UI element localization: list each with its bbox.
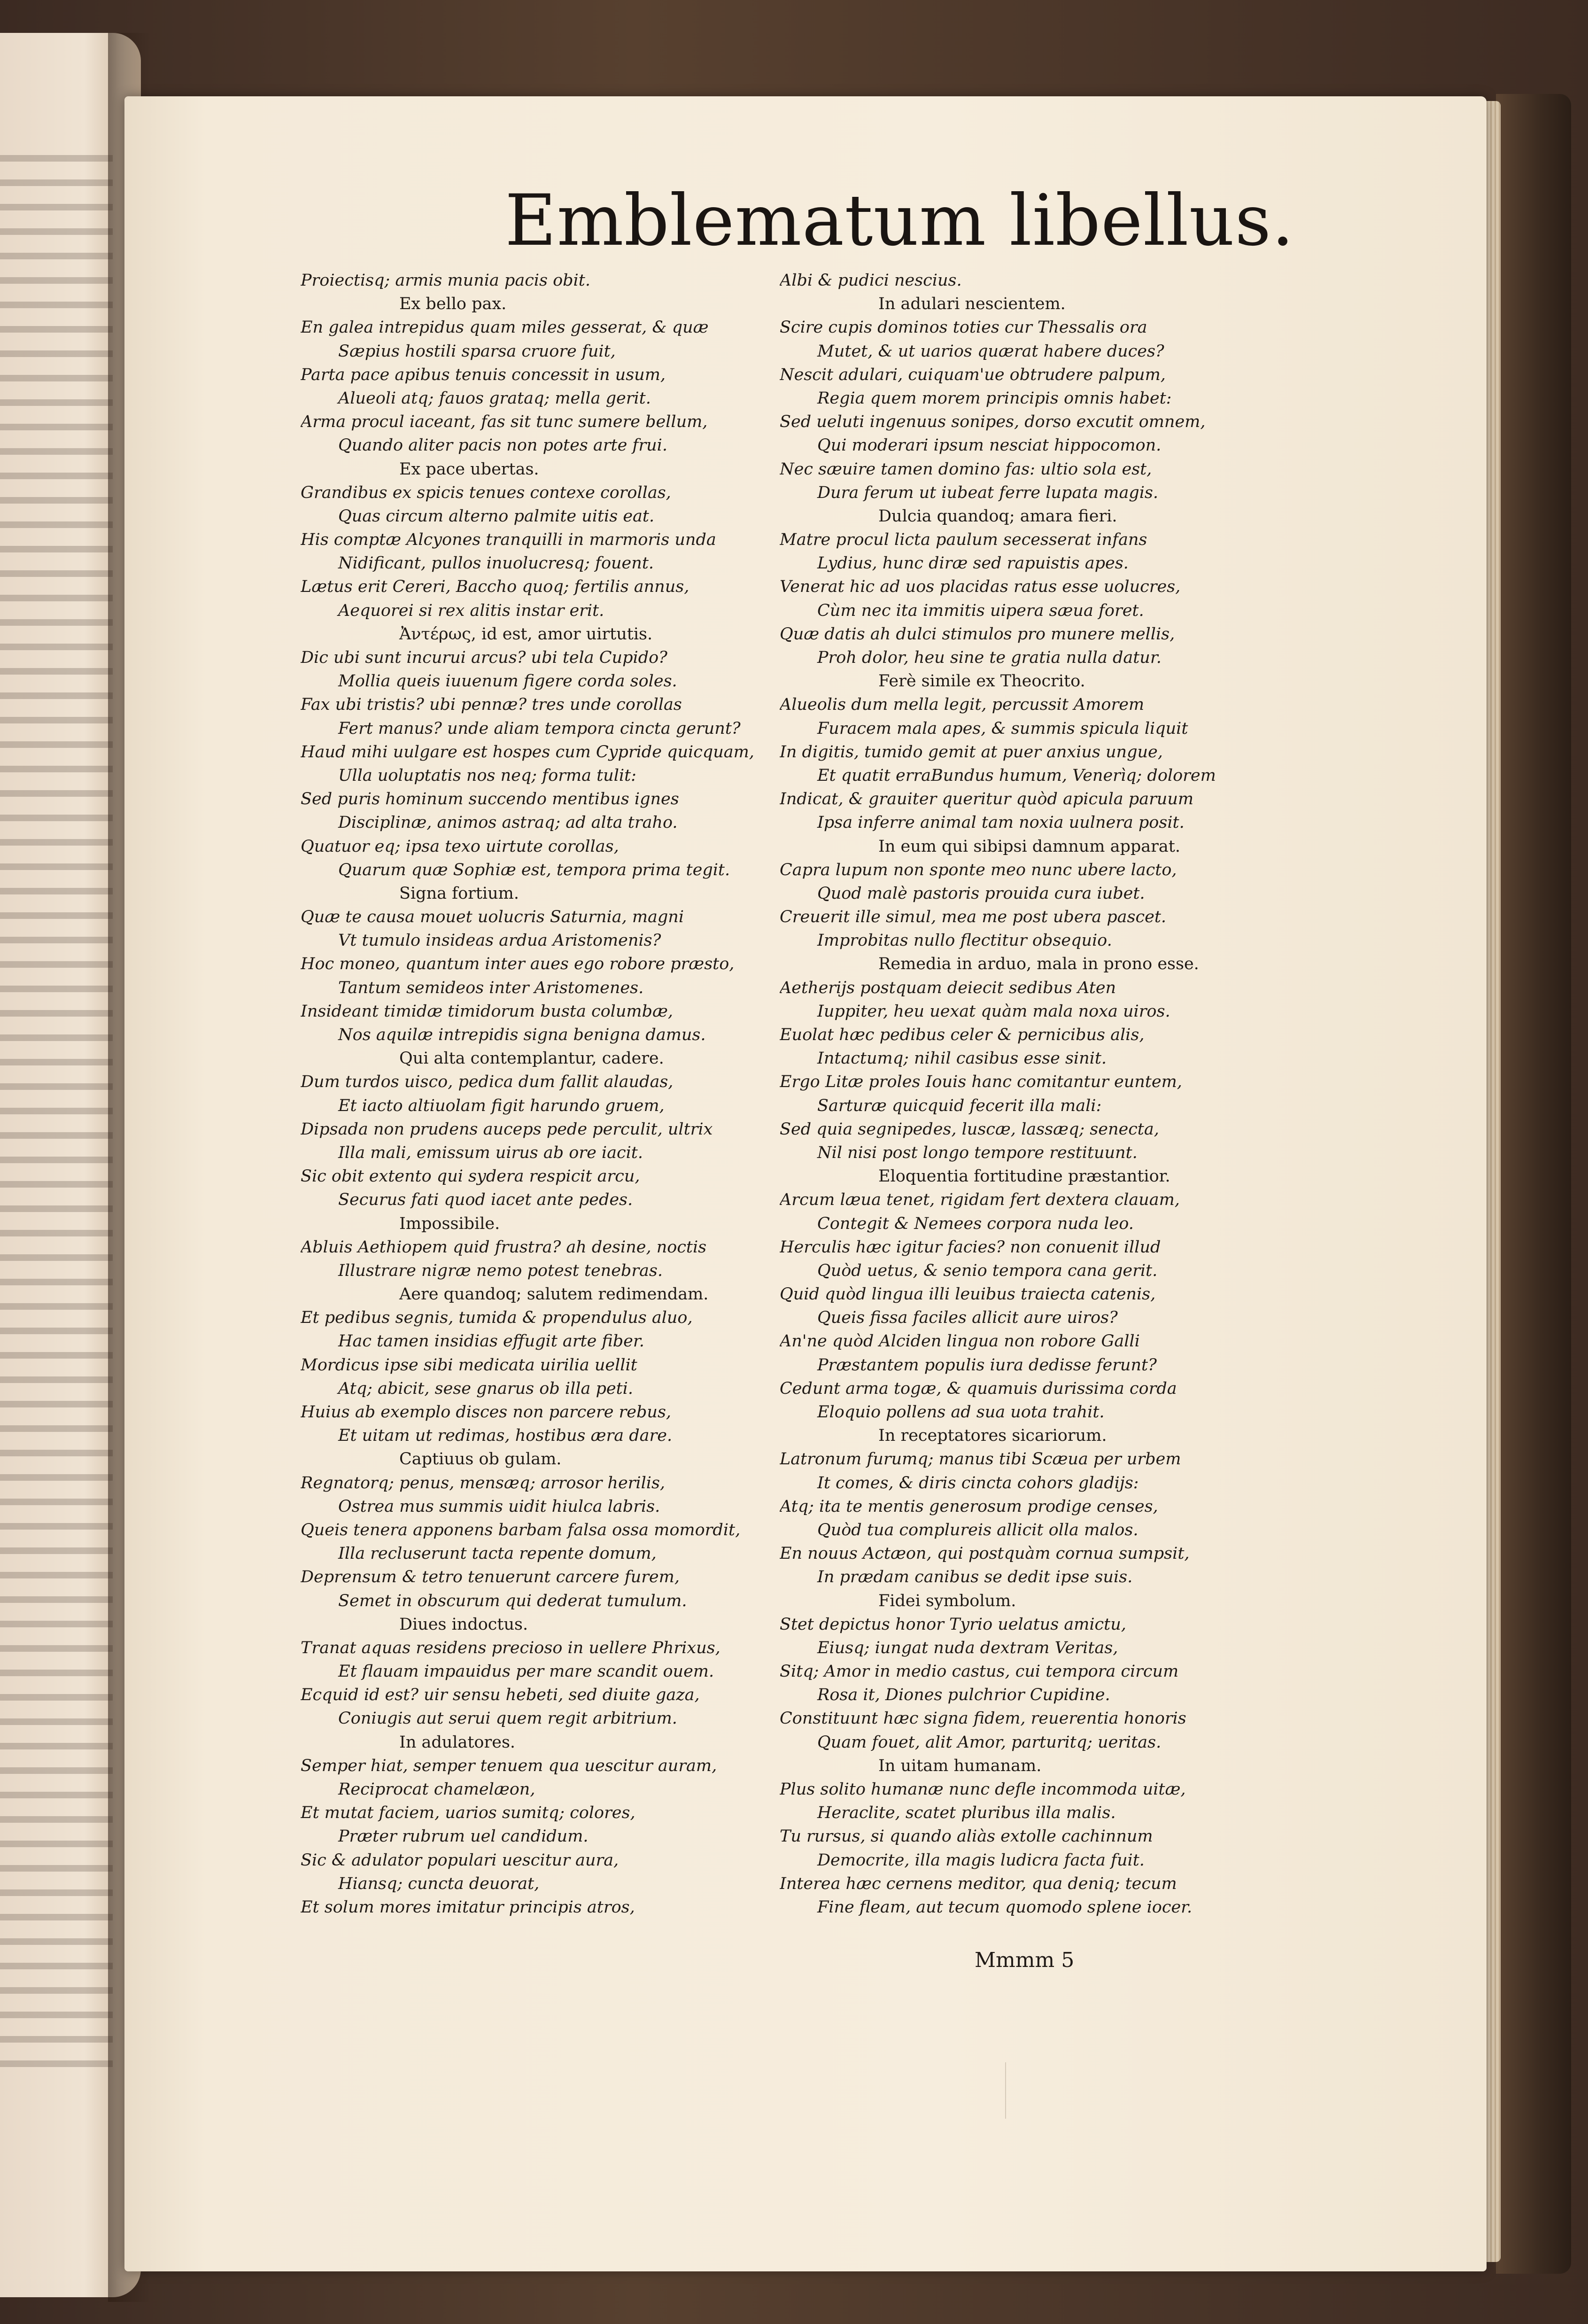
verse-line: Et uitam ut redimas, hostibus æra dare. (338, 1426, 673, 1446)
verse-line: Venerat hic ad uos placidas ratus esse uolucres, (780, 577, 1181, 597)
verse-line: Sæpius hostili sparsa cruore fuit, (338, 342, 616, 361)
verse-line: Nidificant, pullos inuolucresq; fouent. (338, 554, 654, 573)
verse-line: Illa mali, emissum uirus ab ore iacit. (338, 1143, 643, 1162)
verse-line: Et solum mores imitatur principis atros, (301, 1897, 635, 1917)
verse-line: An'ne quòd Alciden lingua non robore Galli (780, 1332, 1140, 1351)
verse-line: Hoc moneo, quantum inter aues ego robore præsto, (301, 955, 735, 974)
verse-line: Fax ubi tristis? ubi pennæ? tres unde corollas (301, 695, 682, 715)
emblem-title: Diues indoctus. (399, 1615, 528, 1634)
verse-line: Sed quia segnipedes, luscæ, lassæq; senecta, (780, 1119, 1159, 1139)
verse-line: Parta pace apibus tenuis concessit in usum, (301, 365, 666, 384)
verse-line: Securus fati quod iacet ante pedes. (338, 1190, 633, 1210)
verse-line: Quod malè pastoris prouida cura iubet. (817, 884, 1145, 903)
verse-line: Nescit adulari, cuiquam'ue obtrudere palpum, (780, 365, 1166, 384)
emblem-title: Ex pace ubertas. (399, 459, 539, 479)
emblem-title: In uitam humanam. (878, 1756, 1042, 1775)
verse-line: Arma procul iaceant, fas sit tunc sumere bellum, (301, 412, 708, 432)
emblem-title: Ex bello pax. (399, 295, 507, 314)
emblem-title: Signa fortium. (399, 884, 519, 903)
emblem-title: In eum qui sibipsi damnum apparat. (878, 837, 1180, 856)
verse-line: Tantum semideos inter Aristomenes. (338, 978, 644, 997)
paper-crease (1005, 2062, 1011, 2119)
verse-line: Eiusq; iungat nuda dextram Veritas, (817, 1638, 1118, 1657)
verse-line: Hac tamen insidias effugit arte fiber. (338, 1332, 644, 1351)
left-text-column (301, 269, 770, 1919)
verse-line: Quando aliter pacis non potes arte frui. (338, 436, 667, 455)
verse-line: Nos aquilæ intrepidis signa benigna damus. (338, 1026, 706, 1044)
previous-page-text-bleed (0, 155, 113, 2081)
verse-line: Queis fissa faciles allicit aure uiros? (817, 1308, 1118, 1328)
emblem-title: Fidei symbolum. (878, 1591, 1016, 1610)
emblem-title: In adulari nescientem. (878, 295, 1066, 314)
verse-line: Mordicus ipse sibi medicata uirilia uellit (301, 1355, 637, 1375)
verse-line: Democrite, illa magis ludicra facta fuit. (817, 1850, 1145, 1870)
verse-line: En nouus Actæon, qui postquàm cornua sumpsit, (780, 1544, 1190, 1563)
verse-line: Et iacto altiuolam figit harundo gruem, (338, 1096, 665, 1115)
verse-line: Et flauam impauidus per mare scandit ouem. (338, 1662, 714, 1681)
verse-line: Deprensum & tetro tenuerunt carcere furem, (301, 1568, 680, 1587)
verse-line: Atq; ita te mentis generosum prodige censes, (780, 1497, 1158, 1516)
verse-line: Fert manus? unde aliam tempora cincta gerunt? (338, 719, 741, 738)
running-heading: Emblematum libellus. (505, 180, 1294, 262)
verse-line: Eloquio pollens ad sua uota trahit. (817, 1403, 1105, 1422)
verse-line: Aetherijs postquam deiecit sedibus Aten (780, 978, 1116, 997)
verse-line: It comes, & diris cincta cohors gladijs: (817, 1473, 1139, 1492)
verse-line: Quæ te causa mouet uolucris Saturnia, magni (301, 908, 684, 927)
verse-line: Regnatorq; penus, mensæq; arrosor herilis, (301, 1473, 666, 1492)
verse-line: Et quatit erraBundus humum, Venerìq; dolorem (817, 766, 1216, 785)
verse-line: Quatuor eq; ipsa texo uirtute corollas, (301, 837, 619, 856)
emblem-title: Qui alta contemplantur, cadere. (399, 1049, 664, 1068)
emblem-title: Captiuus ob gulam. (399, 1450, 562, 1469)
verse-line: Lydius, hunc diræ sed rapuistis apes. (817, 554, 1129, 573)
verse-line: Abluis Aethiopem quid frustra? ah desine, noctis (301, 1237, 707, 1257)
verse-line: Vt tumulo insideas ardua Aristomenis? (338, 931, 661, 950)
verse-line: His comptæ Alcyones tranquilli in marmoris unda (301, 530, 716, 550)
verse-line: Tranat aquas residens precioso in uellere Phrixus, (301, 1638, 720, 1657)
verse-line: Quòd tua complureis allicit olla malos. (817, 1520, 1139, 1539)
emblem-title: In adulatores. (399, 1733, 516, 1752)
verse-line: Semet in obscurum qui dederat tumulum. (338, 1591, 687, 1610)
verse-line: Semper hiat, semper tenuem qua uescitur auram, (301, 1756, 717, 1775)
verse-line: Lætus erit Cereri, Baccho quoq; fertilis annus, (301, 577, 689, 597)
book-cover-edge (1496, 94, 1571, 2274)
verse-line: En galea intrepidus quam miles gesserat, & quæ (301, 318, 709, 337)
verse-line: Quam fouet, alit Amor, parturitq; ueritas. (817, 1733, 1162, 1752)
verse-line: Ergo Litæ proles Iouis hanc comitantur euntem, (780, 1073, 1182, 1092)
emblem-title: Aere quandoq; salutem redimendam. (399, 1285, 709, 1304)
verse-line: Hiansq; cuncta deuorat, (338, 1874, 540, 1893)
verse-line: Illa recluserunt tacta repente domum, (338, 1544, 657, 1563)
verse-line: Sic obit extento qui sydera respicit arcu, (301, 1167, 640, 1186)
verse-line: Quarum quæ Sophiæ est, tempora prima tegit. (338, 860, 730, 879)
verse-line: Alueolis dum mella legit, percussit Amorem (780, 695, 1145, 715)
verse-line: Dum turdos uisco, pedica dum fallit alaudas, (301, 1073, 674, 1092)
verse-line: Alueoli atq; fauos grataq; mella gerit. (338, 389, 651, 408)
verse-line: Plus solito humanæ nunc defle incommoda uitæ, (780, 1780, 1186, 1799)
verse-line: Mutet, & ut uarios quærat habere duces? (817, 342, 1164, 361)
verse-line: Mollia queis iuuenum figere corda soles. (338, 672, 677, 691)
verse-line: Ostrea mus summis uidit hiulca labris. (338, 1497, 660, 1516)
verse-line: Quas circum alterno palmite uitis eat. (338, 506, 655, 526)
verse-line: Sitq; Amor in medio castus, cui tempora circum (780, 1662, 1179, 1681)
verse-line: Sarturæ quicquid fecerit illa mali: (817, 1096, 1102, 1115)
verse-line: Herculis hæc igitur facies? non conuenit illud (780, 1237, 1161, 1257)
emblem-title: Ἀντέρως, id est, amor uirtutis. (399, 624, 653, 644)
verse-line: Haud mihi uulgare est hospes cum Cypride quicquam, (301, 742, 754, 762)
verse-line: Iuppiter, heu uexat quàm mala noxa uiros. (817, 1002, 1170, 1021)
verse-line: Sed ueluti ingenuus sonipes, dorso excutit omnem, (780, 412, 1206, 432)
verse-line: Stet depictus honor Tyrio uelatus amictu, (780, 1615, 1126, 1634)
emblem-title: Impossibile. (399, 1214, 500, 1233)
verse-line: Sic & adulator populari uescitur aura, (301, 1850, 619, 1870)
verse-line: Qui moderari ipsum nesciat hippocomon. (817, 436, 1162, 455)
verse-line: Contegit & Nemees corpora nuda leo. (817, 1214, 1134, 1233)
verse-line: Dura ferum ut iubeat ferre lupata magis. (817, 483, 1158, 502)
verse-line: Ipsa inferre animal tam noxia uulnera posit. (817, 813, 1185, 832)
verse-line: Tu rursus, si quando aliàs extolle cachinnum (780, 1827, 1153, 1846)
verse-line: Improbitas nullo flectitur obsequio. (817, 931, 1112, 950)
verse-line: Præstantem populis iura dedisse ferunt? (817, 1355, 1157, 1375)
verse-line: Nec sæuire tamen domino fas: ultio sola est, (780, 459, 1152, 479)
verse-line: Matre procul licta paulum secesserat infans (780, 530, 1147, 550)
verse-line: In prædam canibus se dedit ipse suis. (817, 1568, 1133, 1587)
verse-line: Cedunt arma togæ, & quamuis durissima corda (780, 1379, 1177, 1398)
verse-line: Regia quem morem principis omnis habet: (817, 389, 1172, 408)
verse-line: Insideant timidæ timidorum busta columbæ, (301, 1002, 674, 1021)
emblem-title: Eloquentia fortitudine præstantior. (878, 1167, 1170, 1186)
verse-line: Dipsada non prudens auceps pede perculit, ultrix (301, 1119, 713, 1139)
verse-line: Sed puris hominum succendo mentibus ignes (301, 790, 679, 809)
verse-line: Indicat, & grauiter queritur quòd apicula paruum (780, 790, 1194, 809)
verse-line: Proiectisq; armis munia pacis obit. (301, 271, 590, 290)
verse-line: Arcum læua tenet, rigidam fert dextera clauam, (780, 1190, 1180, 1210)
verse-line: Et mutat faciem, uarios sumitq; colores, (301, 1803, 635, 1823)
verse-line: Aequorei si rex alitis instar erit. (338, 601, 604, 620)
verse-line: Quæ datis ah dulci stimulos pro munere mellis, (780, 624, 1175, 644)
verse-line: Heraclite, scatet pluribus illa malis. (817, 1803, 1116, 1823)
verse-line: Fine fleam, aut tecum quomodo splene iocer. (817, 1897, 1193, 1917)
verse-line: Illustrare nigræ nemo potest tenebras. (338, 1261, 663, 1280)
verse-line: Quòd uetus, & senio tempora cana gerit. (817, 1261, 1158, 1280)
verse-line: Capra lupum non sponte meo nunc ubere lacto, (780, 860, 1177, 879)
verse-line: Queis tenera apponens barbam falsa ossa momordit, (301, 1520, 741, 1539)
verse-line: Euolat hæc pedibus celer & pernicibus alis, (780, 1026, 1145, 1044)
verse-line: Cùm nec ita immitis uipera sæua foret. (817, 601, 1144, 620)
verse-line: Ulla uoluptatis nos neq; forma tulit: (338, 766, 636, 785)
emblem-title: Dulcia quandoq; amara fieri. (878, 506, 1117, 526)
verse-line: Proh dolor, heu sine te gratia nulla datur. (817, 648, 1162, 667)
verse-line: Disciplinæ, animos astraq; ad alta traho. (338, 813, 678, 832)
verse-line: Atq; abicit, sese gnarus ob illa peti. (338, 1379, 633, 1398)
verse-line: Præter rubrum uel candidum. (338, 1827, 589, 1846)
verse-line: Constituunt hæc signa fidem, reuerentia honoris (780, 1709, 1186, 1728)
verse-line: Albi & pudici nescius. (780, 271, 962, 290)
verse-line: Nil nisi post longo tempore restituunt. (817, 1143, 1138, 1162)
emblem-title: In receptatores sicariorum. (878, 1426, 1107, 1446)
verse-line: Scire cupis dominos toties cur Thessalis ora (780, 318, 1147, 337)
emblem-title: Remedia in arduo, mala in prono esse. (878, 955, 1199, 974)
verse-line: Furacem mala apes, & summis spicula liquit (817, 719, 1188, 738)
verse-line: Quid quòd lingua illi leuibus traiecta catenis, (780, 1285, 1156, 1304)
verse-line: Ecquid id est? uir sensu hebeti, sed diuite gaza, (301, 1686, 700, 1705)
verse-line: Et pedibus segnis, tumida & propendulus aluo, (301, 1308, 693, 1328)
verse-line: Latronum furumq; manus tibi Scæua per urbem (780, 1450, 1181, 1469)
verse-line: Creuerit ille simul, mea me post ubera pascet. (780, 908, 1167, 927)
signature-mark: Mmmm 5 (975, 1948, 1075, 1972)
right-text-column (780, 269, 1278, 1919)
verse-line: Huius ab exemplo disces non parcere rebus, (301, 1403, 672, 1422)
verse-line: Grandibus ex spicis tenues contexe corollas, (301, 483, 671, 502)
verse-line: Reciprocat chamelæon, (338, 1780, 535, 1799)
verse-line: Dic ubi sunt incurui arcus? ubi tela Cupido? (301, 648, 667, 667)
verse-line: Interea hæc cernens meditor, qua deniq; tecum (780, 1874, 1177, 1893)
verse-line: Rosa it, Diones pulchrior Cupidine. (817, 1686, 1110, 1705)
emblem-title: Ferè simile ex Theocrito. (878, 672, 1085, 691)
verse-line: Coniugis aut serui quem regit arbitrium. (338, 1709, 677, 1728)
verse-line: In digitis, tumido gemit at puer anxius ungue, (780, 742, 1163, 762)
verse-line: Intactumq; nihil casibus esse sinit. (817, 1049, 1107, 1068)
